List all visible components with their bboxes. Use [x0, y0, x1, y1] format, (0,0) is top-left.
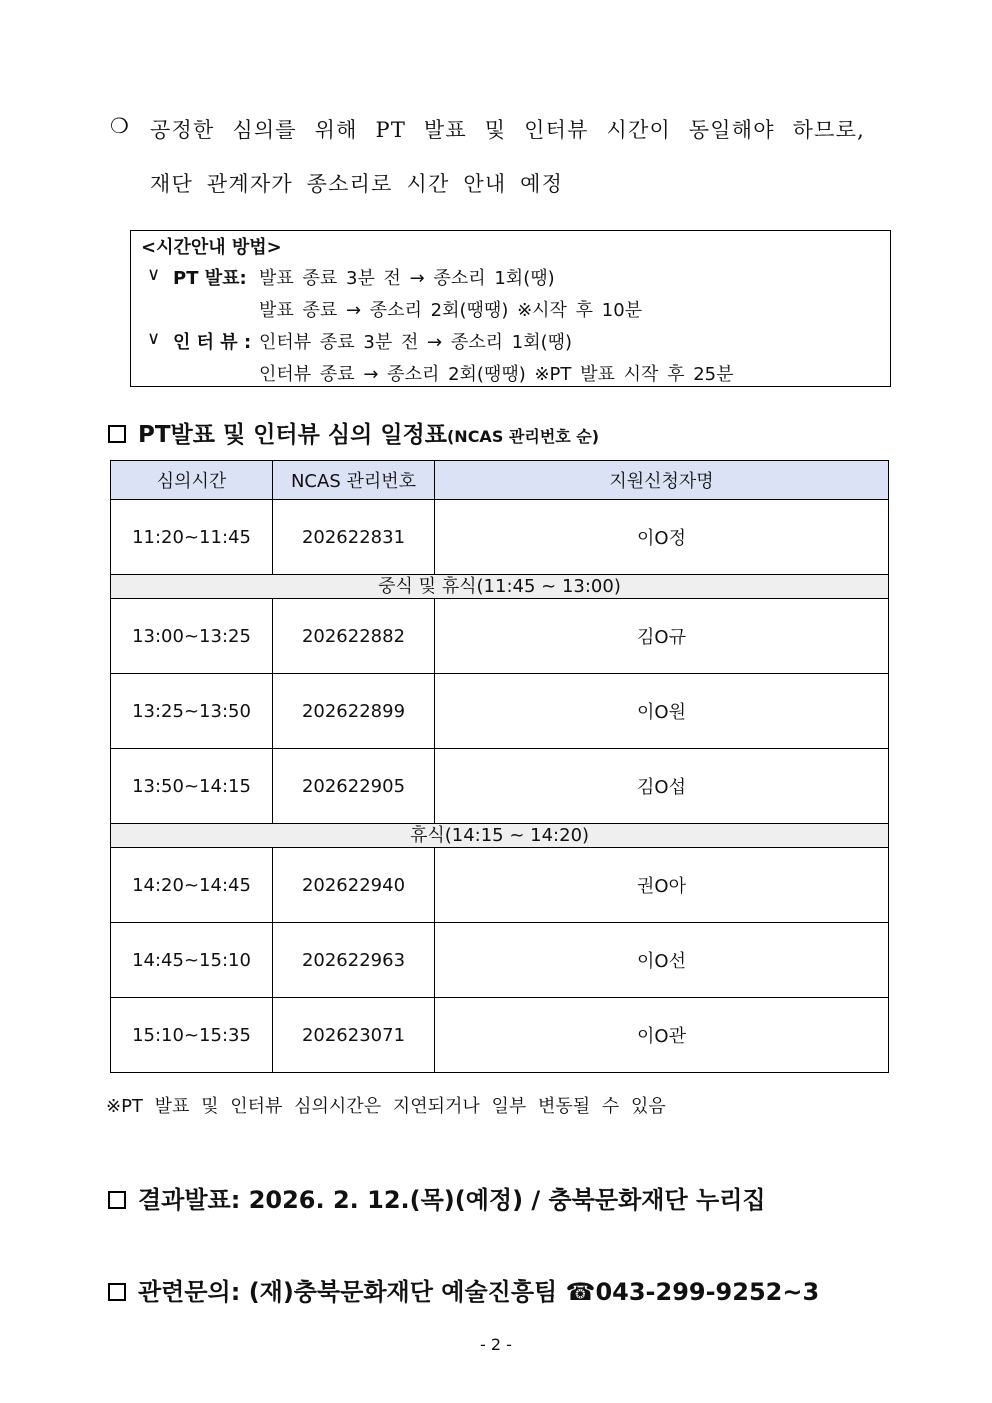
check-icon: ∨	[147, 328, 161, 349]
time-cell: 13:25~13:50	[111, 674, 273, 749]
table-row	[111, 998, 889, 1073]
contact-text: 관련문의: (재)충북문화재단 예술진흥팀 ☎043-299-9252~3	[138, 1278, 820, 1306]
column-header-time: 심의시간	[111, 461, 273, 500]
id-cell: 202622882	[273, 599, 435, 674]
intro-paragraph	[110, 112, 910, 196]
table-header-row	[111, 461, 889, 500]
break-cell: 휴식(14:15 ~ 14:20)	[111, 824, 889, 848]
id-cell: 202622899	[273, 674, 435, 749]
name-cell: 이O선	[435, 923, 889, 998]
results-heading	[108, 1180, 766, 1215]
column-header-name: 지원신청자명	[435, 461, 889, 500]
time-cell: 13:00~13:25	[111, 599, 273, 674]
name-cell: 이O관	[435, 998, 889, 1073]
schedule-heading	[108, 416, 599, 449]
interview-line-1: 인터뷰 종료 3분 전 → 종소리 1회(땡)	[259, 332, 573, 353]
break-row	[111, 824, 889, 848]
table-row	[111, 500, 889, 575]
id-cell: 202622831	[273, 500, 435, 575]
id-cell: 202623071	[273, 998, 435, 1073]
time-cell: 11:20~11:45	[111, 500, 273, 575]
name-cell: 이O원	[435, 674, 889, 749]
intro-line-2: 재단 관계자가 종소리로 시간 안내 예정	[150, 172, 564, 196]
time-guide-title: <시간안내 방법>	[141, 237, 282, 258]
interview-line-2: 인터뷰 종료 → 종소리 2회(땡땡) ※PT 발표 시작 후 25분	[259, 364, 734, 385]
table-row	[111, 674, 889, 749]
pt-label: PT 발표:	[173, 268, 247, 289]
time-cell: 13:50~14:15	[111, 749, 273, 824]
time-cell: 14:20~14:45	[111, 848, 273, 923]
name-cell: 김O규	[435, 599, 889, 674]
time-guide-box	[130, 230, 891, 387]
intro-line-1: 공정한 심의를 위해 PT 발표 및 인터뷰 시간이 동일해야 하므로,	[150, 118, 865, 142]
id-cell: 202622963	[273, 923, 435, 998]
name-cell: 이O정	[435, 500, 889, 575]
square-bullet-icon	[108, 1191, 126, 1209]
column-header-id: NCAS 관리번호	[273, 461, 435, 500]
results-text: 결과발표: 2026. 2. 12.(목)(예정) / 충북문화재단 누리집	[138, 1186, 766, 1214]
square-bullet-icon	[108, 425, 126, 443]
schedule-note: ※PT 발표 및 인터뷰 심의시간은 지연되거나 일부 변동될 수 있음	[106, 1096, 666, 1117]
table-row	[111, 599, 889, 674]
table-row	[111, 749, 889, 824]
interview-label: 인 터 뷰 :	[173, 332, 252, 353]
time-cell: 14:45~15:10	[111, 923, 273, 998]
id-cell: 202622940	[273, 848, 435, 923]
break-cell: 중식 및 휴식(11:45 ~ 13:00)	[111, 575, 889, 599]
schedule-heading-sub: (NCAS 관리번호 순)	[446, 427, 600, 446]
schedule-table	[110, 460, 889, 1073]
circle-bullet-icon: ❍	[110, 114, 131, 138]
pt-line-1: 발표 종료 3분 전 → 종소리 1회(땡)	[259, 268, 555, 289]
id-cell: 202622905	[273, 749, 435, 824]
time-cell: 15:10~15:35	[111, 998, 273, 1073]
break-row	[111, 575, 889, 599]
page-number: - 2 -	[480, 1335, 512, 1354]
pt-line-2: 발표 종료 → 종소리 2회(땡땡) ※시작 후 10분	[259, 300, 643, 321]
name-cell: 김O섭	[435, 749, 889, 824]
contact-heading	[108, 1272, 819, 1307]
table-row	[111, 923, 889, 998]
name-cell: 권O아	[435, 848, 889, 923]
schedule-heading-text: PT발표 및 인터뷰 심의 일정표	[138, 422, 447, 448]
table-row	[111, 848, 889, 923]
square-bullet-icon	[108, 1283, 126, 1301]
check-icon: ∨	[147, 264, 161, 285]
